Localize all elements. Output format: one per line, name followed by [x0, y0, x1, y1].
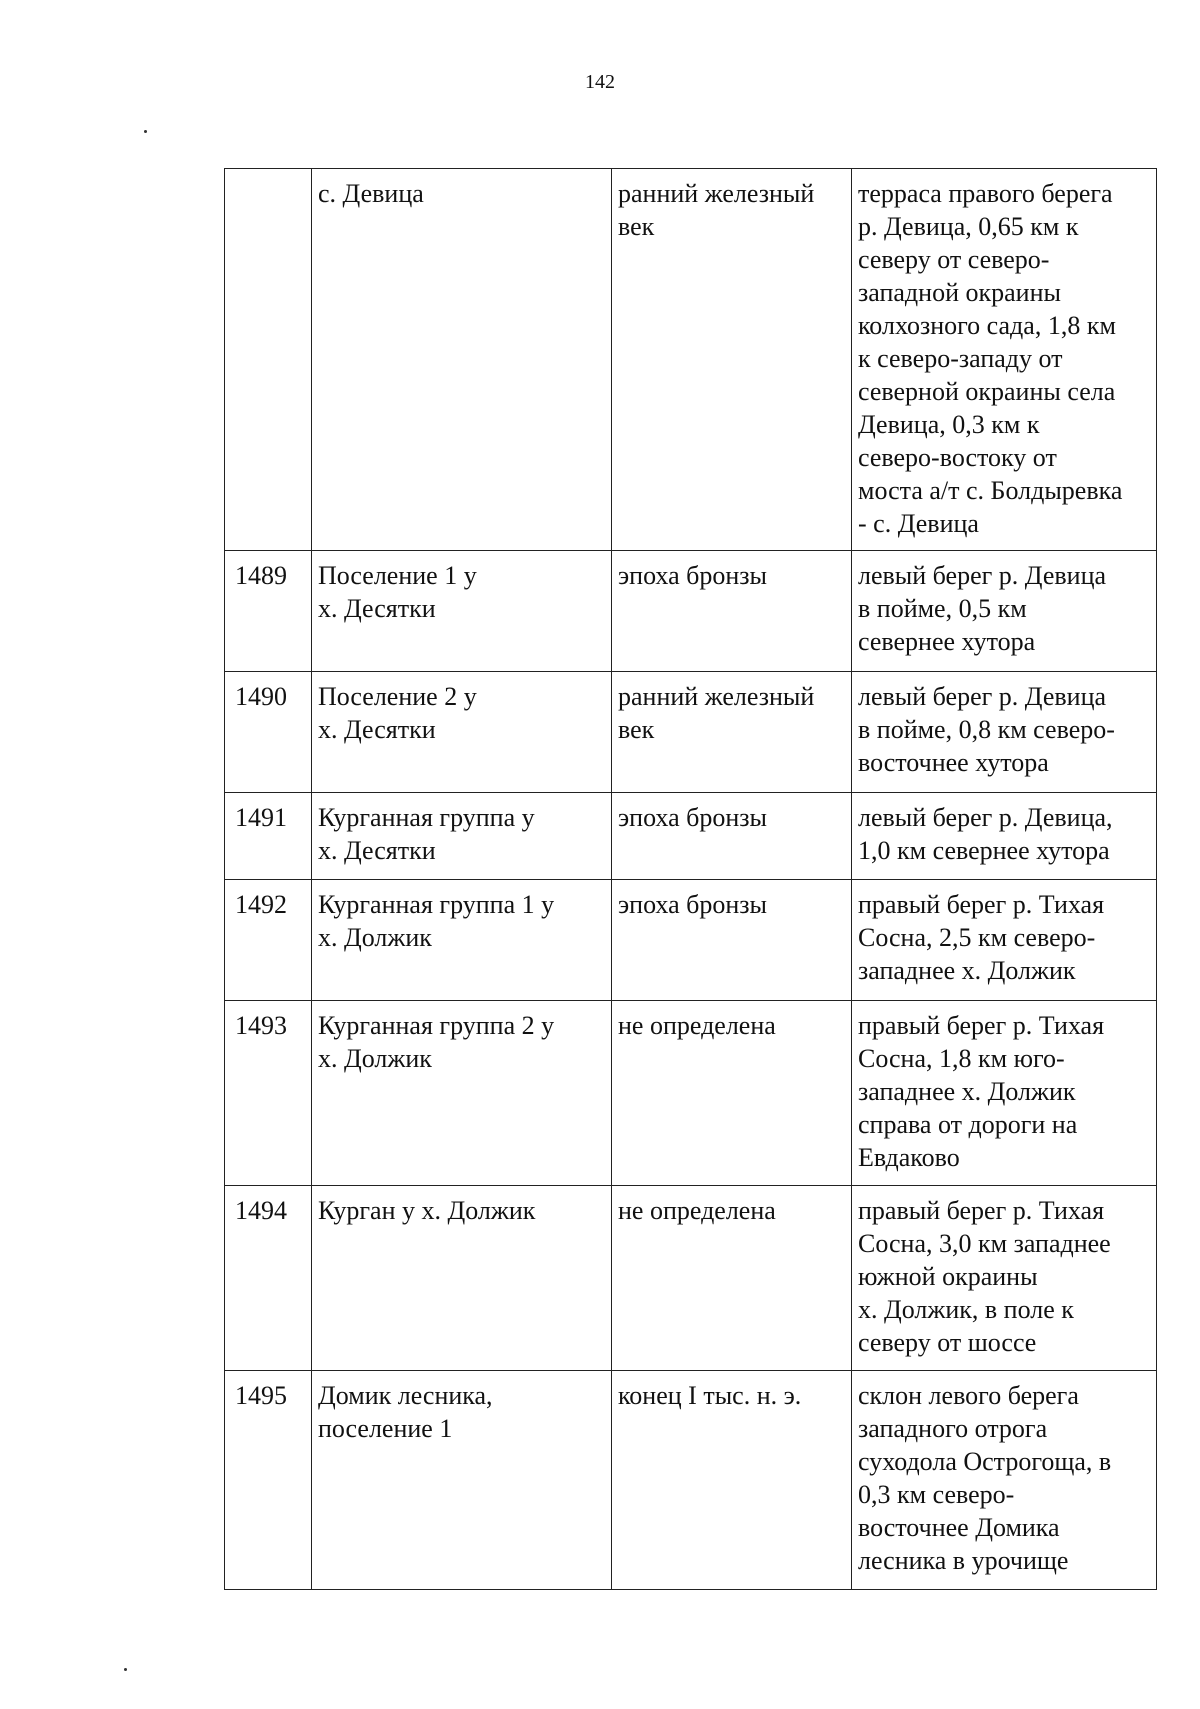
- object-dating: эпоха бронзы: [612, 793, 852, 880]
- object-number: 1494: [225, 1186, 312, 1371]
- scan-speck: [144, 130, 147, 133]
- object-location: терраса правого берега р. Девица, 0,65 км к северу от северо- западной окраины колхозного сада, 1,8 км к северо-западу от северной окраины села Девица, 0,3 км к северо-востоку от моста а/т с. Болдыревка - с. Девица: [852, 169, 1157, 551]
- object-number: 1493: [225, 1001, 312, 1186]
- object-number: 1492: [225, 880, 312, 1001]
- object-dating: конец I тыс. н. э.: [612, 1371, 852, 1590]
- table-row: [225, 1371, 1157, 1590]
- page-number: 142: [585, 71, 615, 93]
- table-row: [225, 551, 1157, 672]
- object-number: 1489: [225, 551, 312, 672]
- object-dating: ранний железный век: [612, 169, 852, 551]
- object-name: Поселение 1 у х. Десятки: [312, 551, 612, 672]
- table-row: [225, 793, 1157, 880]
- table-row: [225, 1186, 1157, 1371]
- object-location: левый берег р. Девица в пойме, 0,5 км севернее хутора: [852, 551, 1157, 672]
- object-name: Курганная группа 2 у х. Должик: [312, 1001, 612, 1186]
- registry-body: [225, 169, 1157, 1590]
- object-dating: не определена: [612, 1186, 852, 1371]
- object-dating: не определена: [612, 1001, 852, 1186]
- object-name: с. Девица: [312, 169, 612, 551]
- table-row: [225, 880, 1157, 1001]
- object-name: Курганная группа у х. Десятки: [312, 793, 612, 880]
- object-dating: эпоха бронзы: [612, 551, 852, 672]
- object-dating: эпоха бронзы: [612, 880, 852, 1001]
- object-number: [225, 169, 312, 551]
- object-number: 1490: [225, 672, 312, 793]
- object-number: 1495: [225, 1371, 312, 1590]
- table-row: [225, 169, 1157, 551]
- object-location: правый берег р. Тихая Сосна, 3,0 км западнее южной окраины х. Должик, в поле к северу от шоссе: [852, 1186, 1157, 1371]
- object-name: Курган у х. Должик: [312, 1186, 612, 1371]
- object-name: Домик лесника, поселение 1: [312, 1371, 612, 1590]
- table-row: [225, 1001, 1157, 1186]
- object-location: левый берег р. Девица в пойме, 0,8 км северо- восточнее хутора: [852, 672, 1157, 793]
- object-location: склон левого берега западного отрога суходола Острогоща, в 0,3 км северо- восточнее Домика лесника в урочище: [852, 1371, 1157, 1590]
- heritage-registry-table: [224, 168, 1157, 1590]
- object-location: правый берег р. Тихая Сосна, 2,5 км северо- западнее х. Должик: [852, 880, 1157, 1001]
- object-name: Поселение 2 у х. Десятки: [312, 672, 612, 793]
- table-row: [225, 672, 1157, 793]
- scan-speck: [124, 1668, 127, 1671]
- object-location: правый берег р. Тихая Сосна, 1,8 км юго- западнее х. Должик справа от дороги на Евдаково: [852, 1001, 1157, 1186]
- object-name: Курганная группа 1 у х. Должик: [312, 880, 612, 1001]
- object-dating: ранний железный век: [612, 672, 852, 793]
- object-number: 1491: [225, 793, 312, 880]
- object-location: левый берег р. Девица, 1,0 км севернее хутора: [852, 793, 1157, 880]
